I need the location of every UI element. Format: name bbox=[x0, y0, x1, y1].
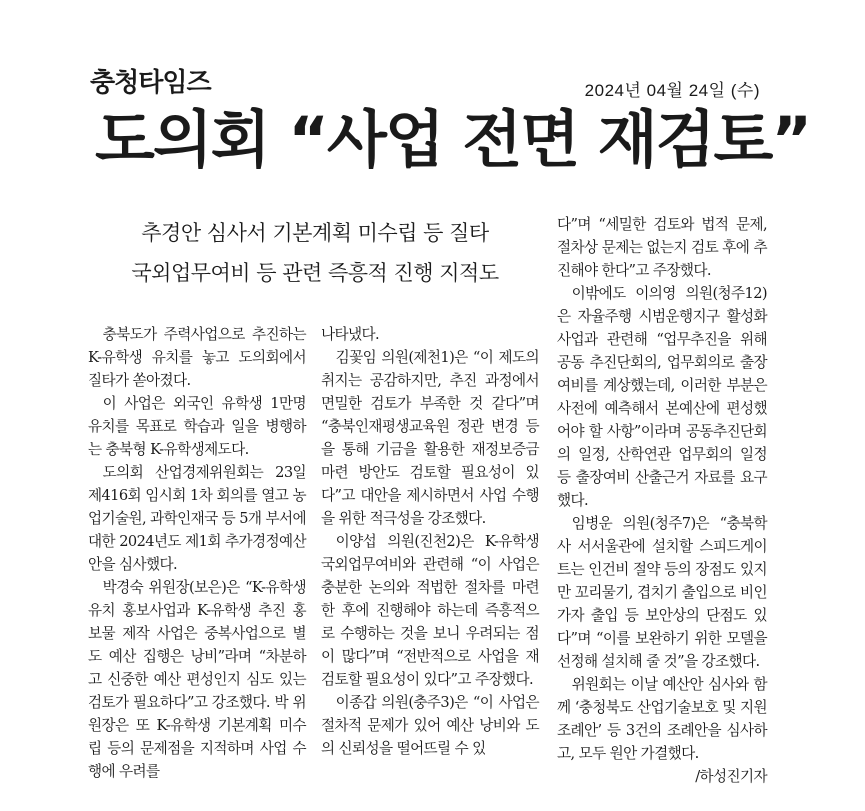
paragraph: 도의회 산업경제위원회는 23일 제416회 임시회 1차 회의를 열고 농업기술원, 과학인재국 등 5개 부서에 대한 2024년도 제1회 추가경정예산안을 심사했다. bbox=[88, 464, 306, 573]
subheading-1: 추경안 심사서 기본계획 미수립 등 질타 bbox=[141, 221, 489, 245]
byline: /하성진기자 bbox=[695, 768, 767, 785]
article-column-3 bbox=[557, 213, 767, 788]
subheading-2: 국외업무여비 등 관련 즉흥적 진행 지적도 bbox=[131, 261, 499, 285]
paragraph: 이종갑 의원(충주3)은 “이 사업은 절차적 문제가 있어 예산 낭비와 도의 신뢰성을 떨어뜨릴 수 있 bbox=[321, 694, 539, 757]
paragraph: 이 사업은 외국인 유학생 1만명 유치를 목표로 학습과 일을 병행하는 충북형 K-유학생제도다. bbox=[88, 395, 306, 458]
publication-date: 2024년 04월 24일 (수) bbox=[584, 81, 760, 100]
paragraph: 다”며 “세밀한 검토와 법적 문제, 절차상 문제는 없는지 검토 후에 추진해야 한다”고 주장했다. bbox=[557, 216, 767, 279]
article-column-1 bbox=[88, 323, 306, 783]
paragraph: 임병운 의원(청주7)은 “충북학사 서서울관에 설치할 스피드게이트는 인건비 절약 등의 장점도 있지만 꼬리물기, 겹치기 출입으로 비인가자 출입 등 보안상의 단점도 있다”며 “이를 보완하기 위한 모델을 선정해 설치해 줄 것”을 강조했다. bbox=[557, 515, 767, 670]
paragraph: 박경숙 위원장(보은)은 “K-유학생 유치 홍보사업과 K-유학생 추진 홍보물 제작 사업은 중복사업으로 별도 예산 집행은 낭비”라며 “차분하고 신중한 예산 편성인지 심도 있는 검토가 필요하다”고 강조했다. 박 위원장은 또 K-유학생 기본계획 미수립 등의 문제점을 지적하며 사업 수행에 우려를 bbox=[88, 579, 306, 780]
paragraph: 충북도가 주력사업으로 추진하는 K-유학생 유치를 놓고 도의회에서 질타가 쏟아졌다. bbox=[88, 326, 306, 389]
paragraph: 이밖에도 이의영 의원(청주12)은 자율주행 시범운행지구 활성화 사업과 관련해 “업무추진을 위해 공동 추진단회의, 업무회의로 출장 여비를 계상했는데, 이러한 부분은 사전에 예측해서 본예산에 편성했어야 할 사항”이라며 공동추진단회의 일정, 산학연관 업무회의 일정 등 출장여비 산출근거 자료를 요구했다. bbox=[557, 285, 767, 509]
headline: 도의회 “사업 전면 재검토” bbox=[95, 103, 811, 176]
paragraph: 나타냈다. bbox=[321, 326, 380, 343]
paragraph: 이양섭 의원(진천2)은 K-유학생 국외업무여비와 관련해 “이 사업은 충분한 논의와 적법한 절차를 마련한 후에 진행해야 하는데 즉흥적으로 수행하는 것을 보니 우려되는 점이 많다”며 “전반적으로 사업을 재검토할 필요성이 있다”고 주장했다. bbox=[321, 533, 539, 688]
paragraph: 위원회는 이날 예산안 심사와 함께 ‘충청북도 산업기술보호 및 지원 조례안’ 등 3건의 조례안을 심사하고, 모두 원안 가결했다. bbox=[557, 676, 767, 762]
paragraph: 김꽃임 의원(제천1)은 “이 제도의 취지는 공감하지만, 추진 과정에서 면밀한 검토가 부족한 것 같다”며 “충북인재평생교육원 정관 변경 등을 통해 기금을 활용한 재정보증금 마련 방안도 검토할 필요성이 있다”고 대안을 제시하면서 사업 수행을 위한 적극성을 강조했다. bbox=[321, 349, 539, 527]
article-column-2 bbox=[321, 323, 539, 760]
publication-name: 충청타임즈 bbox=[90, 68, 211, 98]
subheadings bbox=[90, 213, 540, 293]
